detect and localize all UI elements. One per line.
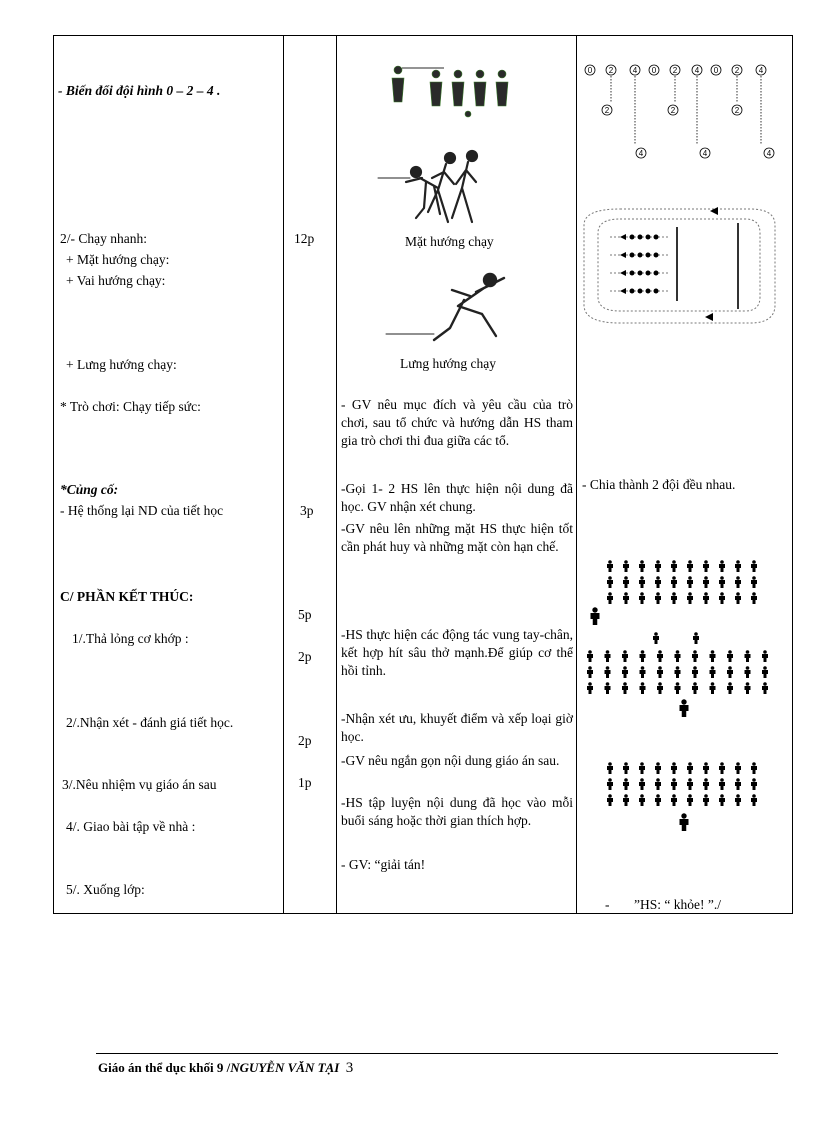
review-item: 2/.Nhận xét - đánh giá tiết học.	[66, 715, 234, 730]
student-icon	[622, 666, 628, 678]
dismiss-command-text: - GV: “giải tán!	[341, 857, 426, 872]
student-icon	[587, 666, 593, 678]
team-row-2	[620, 252, 659, 258]
student-icon	[607, 778, 613, 790]
sprint-back-illustration	[386, 272, 526, 348]
student-icon	[762, 650, 768, 662]
student-icon	[719, 576, 725, 588]
student-icon	[671, 762, 677, 774]
student-icon	[703, 762, 709, 774]
team-row-3	[620, 270, 659, 276]
student-icon	[751, 592, 757, 604]
student-icon	[587, 650, 593, 662]
student-icon	[703, 592, 709, 604]
table-border-c1	[283, 35, 284, 914]
student-icon	[687, 778, 693, 790]
call-students-text: -Gọi 1- 2 HS lên thực hiện nội dung đã học. GV nhận xét chung.	[341, 481, 573, 514]
end-section-heading: C/ PHẦN KẾT THÚC:	[60, 589, 194, 604]
footer-author: NGUYỄN VĂN TẠI	[230, 1060, 340, 1075]
student-icon	[751, 560, 757, 572]
student-icon	[639, 794, 645, 806]
student-icon	[623, 762, 629, 774]
student-icon	[719, 762, 725, 774]
relay-game-item: * Trò chơi: Chạy tiếp sức:	[60, 399, 201, 414]
pos-0-b: 0	[651, 66, 657, 75]
student-icon	[687, 794, 693, 806]
pos-bottom-4-a: 4	[638, 149, 644, 158]
student-icon	[671, 576, 677, 588]
teacher-icon	[680, 813, 689, 831]
student-icon	[639, 762, 645, 774]
teacher-icon	[680, 699, 689, 717]
student-icon	[655, 560, 661, 572]
students-formation-2	[584, 630, 784, 718]
time-sprint: 12p	[294, 231, 315, 246]
student-icon	[623, 576, 629, 588]
student-icon	[640, 666, 646, 678]
pos-2-a: 2	[608, 66, 614, 75]
student-icon	[655, 576, 661, 588]
sprint-heading-label: 2/- Chạy nhanh:	[60, 231, 147, 246]
student-icon	[751, 576, 757, 588]
student-icon	[692, 650, 698, 662]
figure-3	[452, 70, 464, 106]
student-icon	[607, 794, 613, 806]
review-method-text: -Nhận xét ưu, khuyết điểm và xếp loại giờ học.	[341, 711, 573, 744]
student-icon	[623, 778, 629, 790]
student-icon	[623, 592, 629, 604]
pos-4-b: 4	[694, 66, 700, 75]
student-icon	[719, 592, 725, 604]
pos-mid-2-c: 2	[734, 106, 740, 115]
system-review-item: - Hệ thống lại ND của tiết học	[60, 503, 224, 518]
student-icon	[703, 560, 709, 572]
dismiss-response-text: ”HS: “ khỏe! ”./	[634, 897, 721, 912]
student-icon	[751, 778, 757, 790]
student-icon	[710, 666, 716, 678]
student-icon	[687, 762, 693, 774]
time-relax: 2p	[298, 649, 312, 664]
pos-2-c: 2	[734, 66, 740, 75]
next-lesson-method-text: -GV nêu ngắn gọn nội dung giáo án sau.	[341, 753, 560, 768]
student-icon	[692, 666, 698, 678]
pos-bottom-4-c: 4	[766, 149, 772, 158]
pos-4-a: 4	[632, 66, 638, 75]
student-icon	[639, 560, 645, 572]
student-icon	[607, 560, 613, 572]
student-icon	[735, 778, 741, 790]
student-icon	[735, 592, 741, 604]
student-icon	[727, 682, 733, 694]
student-icon	[735, 794, 741, 806]
table-border-left	[53, 35, 54, 914]
footer	[98, 1059, 353, 1077]
game-instruction-text: - GV nêu mục đích và yêu cầu của trò chơi, sau tổ chức và hướng dẫn HS tham gia trò chơi thi đua giữa các tổ.	[341, 397, 573, 448]
student-icon	[735, 576, 741, 588]
page-number: 3	[345, 1060, 354, 1076]
student-icon	[745, 682, 751, 694]
student-icon	[639, 592, 645, 604]
pos-0-c: 0	[713, 66, 719, 75]
next-lesson-item: 3/.Nêu nhiệm vụ giáo án sau	[62, 777, 217, 792]
face-direction-item: + Mặt hướng chạy:	[66, 252, 170, 267]
pos-4-c: 4	[758, 66, 764, 75]
student-icon	[671, 592, 677, 604]
pos-0-a: 0	[587, 66, 593, 75]
back-direction-item: + Lưng hướng chạy:	[66, 357, 177, 372]
formation-0-2-4-diagram	[580, 60, 780, 160]
figure-1	[392, 66, 404, 102]
table-border-c4	[792, 35, 793, 914]
student-icon	[640, 682, 646, 694]
student-icon	[653, 632, 659, 644]
consolidate-heading: *Củng cố:	[60, 482, 119, 497]
student-icon	[751, 794, 757, 806]
student-icon	[687, 560, 693, 572]
table-border-c3	[576, 35, 577, 914]
time-end-section: 5p	[298, 607, 312, 622]
student-icon	[607, 762, 613, 774]
pos-mid-2-a: 2	[604, 106, 610, 115]
student-icon	[675, 666, 681, 678]
sprint-heading	[60, 230, 147, 247]
student-icon	[687, 576, 693, 588]
student-icon	[745, 650, 751, 662]
student-icon	[605, 666, 611, 678]
student-icon	[657, 650, 663, 662]
student-icon	[655, 592, 661, 604]
student-icon	[623, 794, 629, 806]
homework-method-text: -HS tập luyện nội dung đã học vào mỗi buổi sáng hoặc thời gian thích hợp.	[341, 795, 573, 828]
time-consolidate: 3p	[300, 503, 314, 518]
student-icon	[655, 794, 661, 806]
student-icon	[727, 650, 733, 662]
student-icon	[639, 778, 645, 790]
student-icon	[657, 682, 663, 694]
student-icon	[762, 682, 768, 694]
student-icon	[693, 632, 699, 644]
time-next-lesson: 1p	[298, 775, 312, 790]
shoulder-direction-item: + Vai hướng chạy:	[66, 273, 166, 288]
student-icon	[735, 762, 741, 774]
student-icon	[692, 682, 698, 694]
footer-label: Giáo án thể dục khối 9 /	[98, 1060, 231, 1075]
pos-bottom-4-b: 4	[702, 149, 708, 158]
student-icon	[735, 560, 741, 572]
back-direction-caption: Lưng hướng chạy	[400, 356, 497, 371]
dismiss-item: 5/. Xuống lớp:	[66, 882, 145, 897]
student-icon	[719, 794, 725, 806]
student-icon	[727, 666, 733, 678]
figure-5	[496, 70, 508, 106]
split-teams-text: - Chia thành 2 đội đều nhau.	[582, 477, 736, 492]
relax-method-text: -HS thực hiện các động tác vung tay-chân, kết hợp hít sâu thở mạnh.Để giúp cơ thể hồi tỉnh.	[341, 627, 573, 678]
dismiss-response-bullet: -	[605, 897, 610, 912]
student-icon	[687, 592, 693, 604]
pos-2-b: 2	[672, 66, 678, 75]
team-row-1	[620, 234, 659, 240]
pos-mid-2-b: 2	[670, 106, 676, 115]
table-border-c2	[336, 35, 337, 914]
table-top-border	[53, 35, 793, 36]
transform-formation-text: - Biến đổi đội hình 0 – 2 – 4 .	[58, 83, 221, 98]
student-icon	[762, 666, 768, 678]
student-icon	[605, 682, 611, 694]
student-icon	[710, 650, 716, 662]
student-icon	[719, 560, 725, 572]
relay-track-diagram	[580, 205, 780, 327]
student-icon	[639, 576, 645, 588]
table-bottom-border	[53, 913, 793, 914]
student-icon	[675, 682, 681, 694]
student-icon	[671, 778, 677, 790]
sprint-start-illustration	[376, 148, 506, 226]
formation-figures-illustration	[382, 62, 522, 118]
student-icon	[703, 794, 709, 806]
figure-2	[430, 70, 442, 106]
student-icon	[710, 682, 716, 694]
student-icon	[657, 666, 663, 678]
figure-4	[474, 70, 486, 106]
footer-rule	[96, 1053, 778, 1054]
student-icon	[671, 794, 677, 806]
praise-text: -GV nêu lên những mặt HS thực hiện tốt cần phát huy và những mặt còn hạn chế.	[341, 521, 573, 554]
student-icon	[703, 778, 709, 790]
homework-item: 4/. Giao bài tập về nhà :	[66, 819, 196, 834]
student-icon	[745, 666, 751, 678]
student-icon	[587, 682, 593, 694]
student-icon	[640, 650, 646, 662]
student-icon	[719, 778, 725, 790]
student-icon	[622, 650, 628, 662]
student-icon	[607, 576, 613, 588]
student-icon	[703, 576, 709, 588]
student-icon	[623, 560, 629, 572]
students-formation-3	[604, 760, 774, 832]
relax-item: 1/.Thả lỏng cơ khớp :	[72, 631, 189, 646]
face-direction-caption: Mặt hướng chạy	[405, 234, 494, 249]
time-review: 2p	[298, 733, 312, 748]
team-row-4	[620, 288, 659, 294]
student-icon	[655, 778, 661, 790]
student-icon	[655, 762, 661, 774]
student-icon	[751, 762, 757, 774]
students-formation-1	[586, 558, 766, 628]
student-icon	[622, 682, 628, 694]
teacher-icon	[591, 607, 600, 625]
student-icon	[607, 592, 613, 604]
student-icon	[675, 650, 681, 662]
student-icon	[605, 650, 611, 662]
student-icon	[671, 560, 677, 572]
